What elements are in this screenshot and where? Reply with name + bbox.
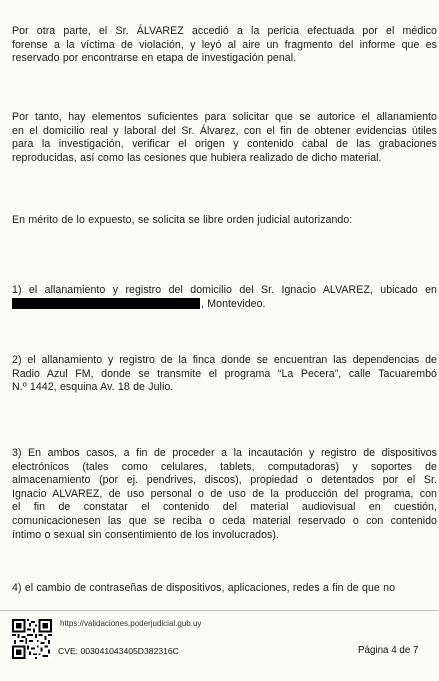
text-line: reservado por encontrarse en etapa de investigación penal. (12, 52, 297, 65)
text-line-with-redaction (12, 298, 437, 312)
text-line: comunicacionesen las que se reciba o ceda material reservado o con contenido (12, 514, 437, 527)
text-line: Ignacio ALVAREZ, de uso personal o de uso de la producción del programa, con (12, 487, 437, 500)
paragraph-item-2 (12, 354, 437, 395)
paragraph-merito (12, 214, 437, 228)
text-line: íntimo o sexual sin consentimiento de los involucrados). (12, 528, 279, 541)
qr-code-icon[interactable] (12, 619, 52, 659)
text-line: reproducidas, así como las cesiones que hubiera realizado de dicho material. (12, 151, 382, 164)
text-line: el fin de constatar el contenido del material audiovisual en cuestión, (12, 501, 437, 514)
text-line: en el domicilio real y laboral del Sr. Álvarez, con el fin de obtener evidencias útiles (12, 124, 437, 137)
text-line: 2) el allanamiento y registro de la finca donde se encuentran las dependencias de (12, 354, 437, 366)
text-line: 3) En ambos casos, a fin de proceder a la incautación y registro de dispositivos (12, 447, 437, 459)
page-number: Página 4 de 7 (358, 645, 419, 656)
text-line: En mérito de lo expuesto, se solicita se libre orden judicial autorizando: (12, 214, 353, 226)
page-footer (0, 610, 439, 681)
paragraph-item-3 (12, 447, 437, 542)
text-fragment: , Montevideo. (201, 297, 266, 310)
paragraph-item-4 (12, 582, 437, 596)
paragraph-item-1 (12, 284, 437, 311)
text-line: para la investigación, verificar el origen y contenido cabal de las grabaciones (12, 138, 437, 151)
validation-url-link[interactable]: https://validaciones.poderjudicial.gub.uy (60, 619, 202, 628)
text-line: N.º 1442, esquina Av. 18 de Julio. (12, 381, 174, 394)
text-line: forense a la víctima de violación, y leyó al aire un fragmento del informe que es (12, 38, 437, 51)
paragraph-por-tanto (12, 111, 437, 165)
text-line: Por otra parte, el Sr. ÁLVAREZ accedió a la pericia efectuada por el médico (12, 25, 437, 37)
text-line: Radio Azul FM, donde se transmite el programa “La Pecera”, calle Tacuarembó (12, 367, 437, 380)
redacted-address-block (12, 298, 200, 309)
text-line: 1) el allanamiento y registro del domicilio del Sr. Ignacio ALVAREZ, ubicado en (12, 284, 437, 296)
text-line: Por tanto, hay elementos suficientes para solicitar que se autorice el allanamiento (12, 111, 437, 123)
text-line: 4) el cambio de contraseñas de dispositivos, aplicaciones, redes a fin de que no (12, 582, 396, 594)
text-line: almacenamiento (por ej. pendrives, discos), propiedad o detentados por el Sr. (12, 474, 437, 487)
text-line: electrónicos (tales como celulares, tablets, computadoras) y soportes de (12, 460, 437, 473)
paragraph-alvarez-pericia (12, 25, 437, 66)
cve-code: CVE: 003041043405D382316C (58, 646, 179, 656)
